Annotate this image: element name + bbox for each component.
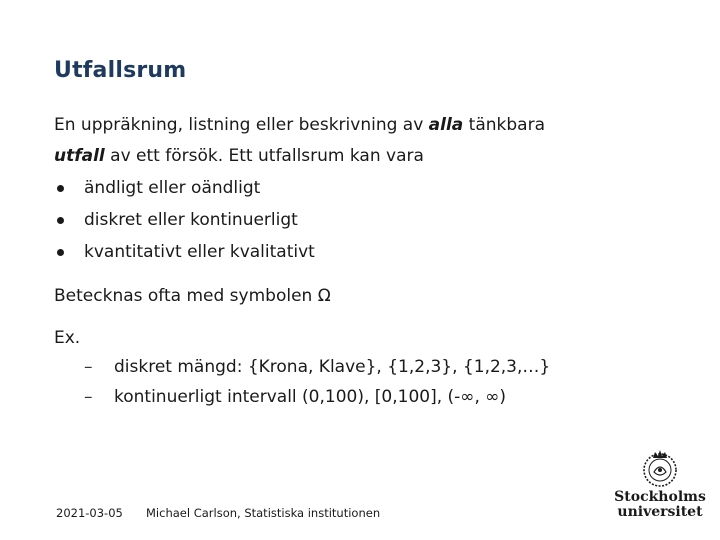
list-item xyxy=(54,204,315,236)
example-item xyxy=(84,382,550,412)
notation-text: Betecknas ofta med symbolen Ω xyxy=(54,286,331,306)
list-item xyxy=(54,236,315,268)
intro-text-2: tänkbara xyxy=(463,115,546,135)
example-label: Ex. xyxy=(54,328,81,348)
bullet-icon xyxy=(57,217,64,224)
logo-line-2: universitet xyxy=(617,504,703,520)
intro-emphasis-alla: alla xyxy=(428,115,464,135)
footer-author: Michael Carlson, Statistiska institutionen xyxy=(146,506,381,520)
intro-paragraph xyxy=(54,110,674,172)
footer-date: 2021-03-05 xyxy=(56,506,123,520)
list-item-text: ändligt eller oändligt xyxy=(84,178,261,198)
logo-line-1: Stockholms xyxy=(614,489,706,505)
example-item-text: diskret mängd: {Krona, Klave}, {1,2,3}, {1,2,3,…} xyxy=(114,357,551,377)
dash-icon: – xyxy=(84,387,93,407)
bullet-icon xyxy=(57,249,64,256)
slide-title: Utfallsrum xyxy=(54,58,187,83)
intro-text-3: av ett försök. Ett utfallsrum kan vara xyxy=(104,146,424,166)
list-item xyxy=(54,172,315,204)
example-item-text: kontinuerligt intervall (0,100), [0,100], (-∞, ∞) xyxy=(114,387,507,407)
property-list xyxy=(54,172,315,268)
intro-text-1: En uppräkning, listning eller beskrivning av xyxy=(54,115,429,135)
bullet-icon xyxy=(57,185,64,192)
example-list xyxy=(84,352,550,412)
list-item-text: kvantitativt eller kvalitativt xyxy=(84,242,315,262)
list-item-text: diskret eller kontinuerligt xyxy=(84,210,298,230)
intro-emphasis-utfall: utfall xyxy=(54,146,105,166)
crowned-seal-icon xyxy=(638,448,682,488)
logo-text xyxy=(614,490,706,520)
example-item xyxy=(84,352,550,382)
dash-icon: – xyxy=(84,357,93,377)
university-logo xyxy=(614,448,706,522)
